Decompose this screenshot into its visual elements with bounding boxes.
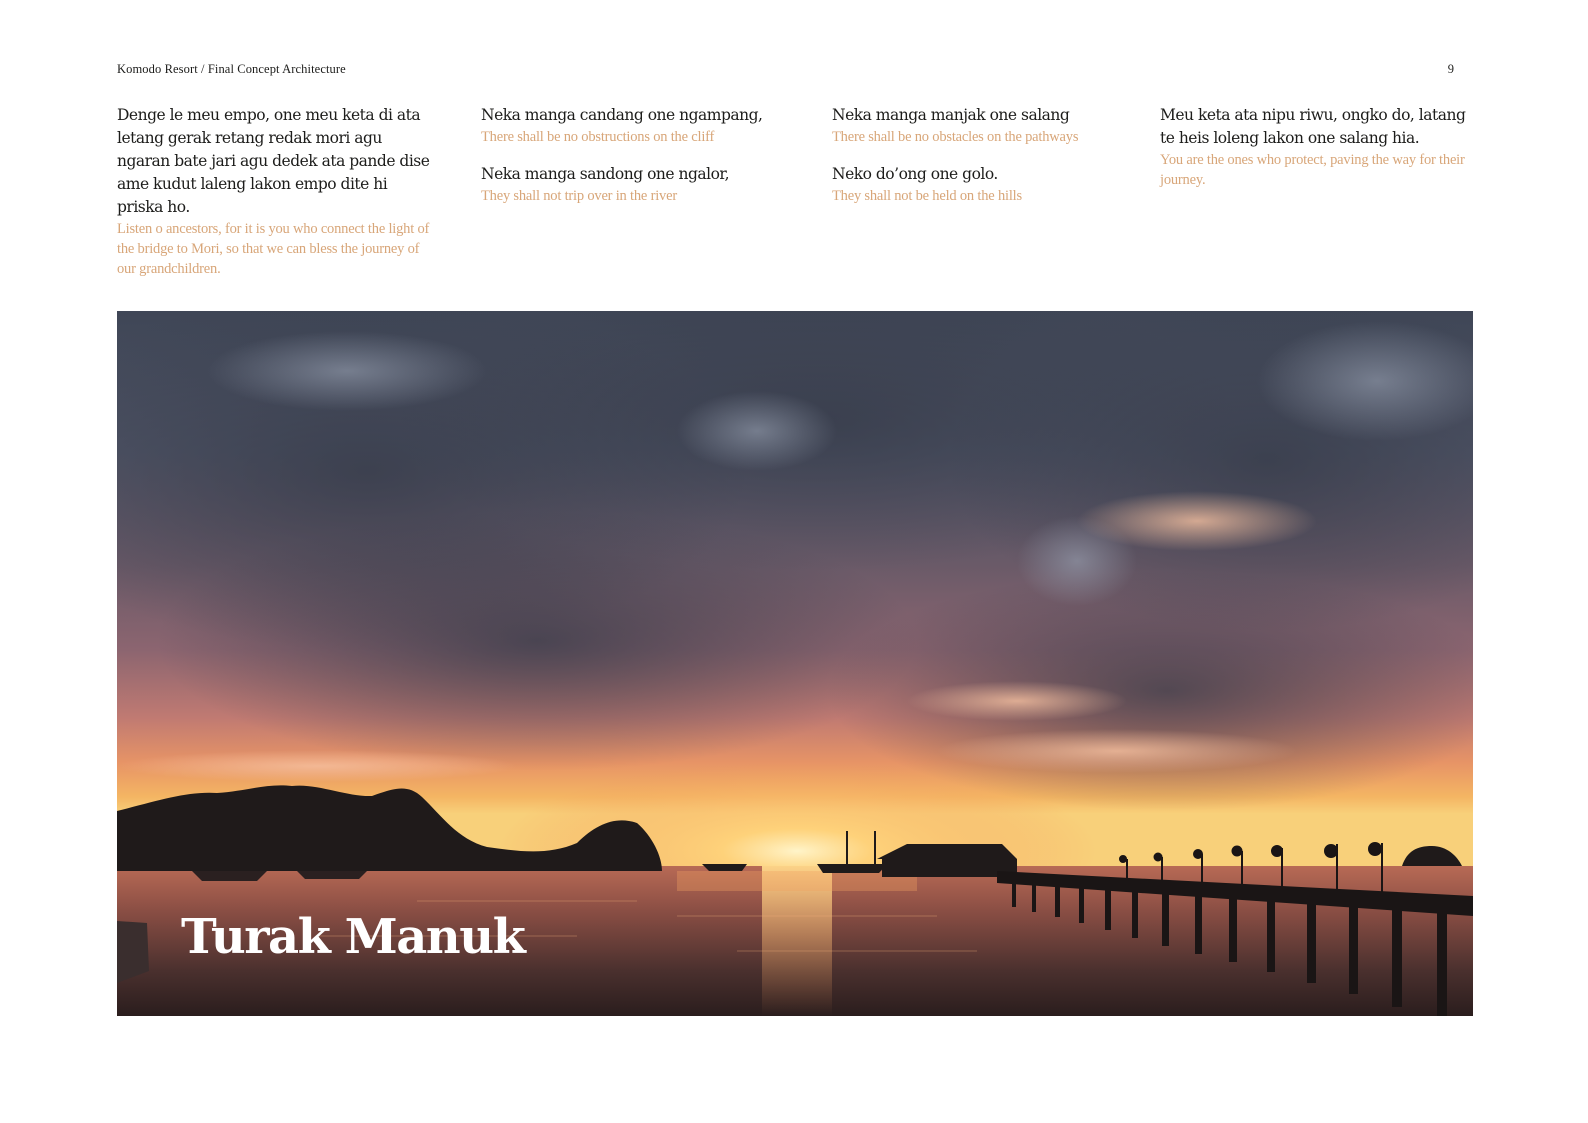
stanza xyxy=(117,104,435,279)
verse-english-translation: There shall be no obstacles on the pathways xyxy=(832,129,1079,145)
stanza xyxy=(832,104,1132,147)
verse-column-1 xyxy=(117,104,435,293)
verse-column-3 xyxy=(832,104,1132,220)
stanza xyxy=(1160,104,1472,190)
verse-local-text: Neko do’ong one golo. xyxy=(832,165,998,183)
verse-column-4 xyxy=(1160,104,1472,204)
document-title: Komodo Resort / Final Concept Architecture xyxy=(117,62,346,76)
verse-english-translation: They shall not be held on the hills xyxy=(832,188,1022,204)
verse-column-2 xyxy=(481,104,781,220)
page-number: 9 xyxy=(1447,62,1454,76)
verse-local-text: Meu keta ata nipu riwu, ongko do, latang te heis loleng lakon one salang hia. xyxy=(1160,106,1466,147)
stanza xyxy=(832,163,1132,206)
stanza xyxy=(481,163,781,206)
verse-english-translation: There shall be no obstructions on the cliff xyxy=(481,129,715,145)
verse-local-text: Neka manga manjak one salang xyxy=(832,106,1070,124)
verse-local-text: Neka manga candang one ngampang, xyxy=(481,106,763,124)
verse-english-translation: You are the ones who protect, paving the way for their journey. xyxy=(1160,152,1465,188)
photo-title: Turak Manuk xyxy=(181,909,525,965)
verse-local-text: Denge le meu empo, one meu keta di ata letang gerak retang redak mori agu ngaran bate jari agu dedek ata pande dise ame kudut laleng lakon empo dite hi priska ho. xyxy=(117,106,430,216)
verse-english-translation: They shall not trip over in the river xyxy=(481,188,677,204)
verse-english-translation: Listen o ancestors, for it is you who connect the light of the bridge to Mori, so that we can bless the journey of our grandchildren. xyxy=(117,221,430,277)
sunset-pier-photo xyxy=(117,311,1473,1016)
verse-local-text: Neka manga sandong one ngalor, xyxy=(481,165,730,183)
stanza xyxy=(481,104,781,147)
